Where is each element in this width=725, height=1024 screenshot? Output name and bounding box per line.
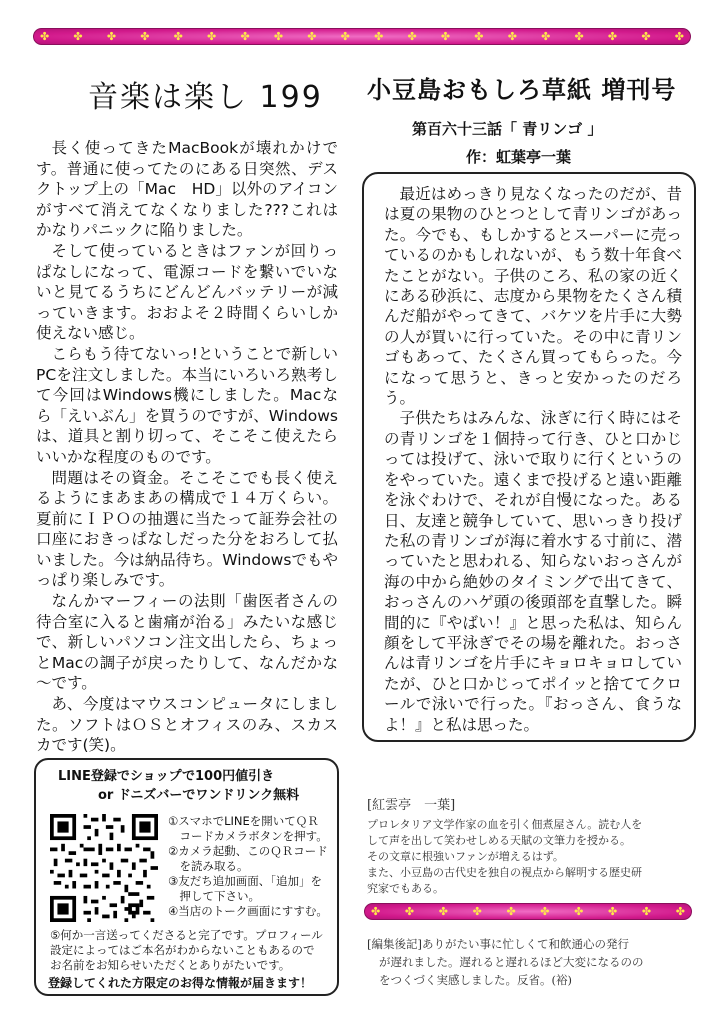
- paragraph: 問題はその資金。そこそこでも長く使えるようにまあまあの構成で１４万くらい。夏前にＩＰＯの抽選に当たって証券会社の口座におきっぱなしだった分をおろして払いました。今は納品待ち。Windowsでもやっぱり楽しみです。: [36, 468, 338, 590]
- postscript-label: [編集後記]: [367, 937, 422, 951]
- paragraph: 長く使ってきたMacBookが壊れかけです。普通に使ってたのにある日突然、デスクトップ上の「Mac HD」以外のアイコンがすべて消えてなくなりました???これはかなりパニックに陥りました。: [36, 139, 338, 240]
- ornament-icon: ✤: [371, 905, 381, 918]
- divider-banner: [364, 903, 692, 920]
- postscript-text: ありがたい事に忙しくて和飲通心の発行: [421, 937, 629, 951]
- line-note: ⑤何か一言送ってくださると完了です。プロフィール: [50, 928, 323, 942]
- series-title: 小豆島おもしろ草紙 増刊号: [367, 76, 677, 104]
- ornament-icon: ✤: [273, 30, 284, 43]
- column-title: 音楽は楽し 199: [88, 80, 323, 115]
- ornament-icon: ✤: [440, 30, 451, 43]
- profile-line: プロレタリア文学作家の血を引く佃煮屋さん。読む人を: [367, 818, 643, 831]
- paragraph: こらもう待てないっ!ということで新しいPCを注文しました。本当にいろいろ熟考して今回はWindows機にしました。Macなら「えいぶん」を買うのですが、Windowsは、道具と割り切って、そこそこ使えたらいいかな程度のものです。: [36, 344, 338, 466]
- story-paragraph: 子供たちはみんな、泳ぎに行く時にはその青リンゴを１個持って行き、ひと口かじっては投げて、泳いで取りに行くというのをやっていた。遠くまで投げると遠い距離を泳ぐわけで、それが自慢になった。ある日、友達と競争していて、思いっきり投げた私の青リンゴが海に着水する寸前に、潜っていたと思われる、知らないおっさんが海の中から絶妙のタイミングで出てきて、おっさんのハゲ頭の後頭部を直撃した。瞬間的に『やばい！』と思った私は、知らん顔をして平泳ぎでその場を離れた。おっさんは青リンゴを片手にキョロキョロしていたが、ひと口かじってポイッと捨ててクロールで泳いで行った。『おっさん、食うなよ！』と私は思った。: [384, 409, 682, 734]
- line-note: 設定によってはご本名がわからないこともあるので: [50, 943, 315, 957]
- profile-line: 究家でもある。: [367, 882, 444, 895]
- ornament-icon: ✤: [541, 30, 551, 43]
- profile-line: また、小豆島の古代史を独自の視点から解明する歴史研: [367, 866, 642, 879]
- story-body: [384, 184, 682, 735]
- paragraph: なんかマーフィーの法則「歯医者さんの待合室に入ると歯痛が治る」みたいな感じで、新しいパソコン注文出したら、ちょっとMacの調子が戻ったりして、なんだかな～です。: [36, 592, 338, 693]
- line-step: 押して下さい。: [168, 889, 260, 903]
- ornament-icon: ✤: [507, 30, 517, 43]
- ornament-icon: ✤: [404, 905, 415, 918]
- profile-line: その文章に根強いファンが増えるはず。: [367, 850, 564, 863]
- line-note: お名前をお知らせいただくとありがたいです。: [50, 958, 291, 972]
- line-qr-code[interactable]: [50, 814, 158, 922]
- line-step: ④当店のトーク画面にすすむ。: [168, 904, 328, 918]
- ornament-icon: ✤: [574, 30, 584, 43]
- line-heading-sub: or ドニズバーでワンドリンク無料: [98, 788, 300, 803]
- ornament-icon: ✤: [106, 30, 117, 43]
- ornament-icon: ✤: [140, 30, 150, 43]
- ornament-icon: ✤: [407, 30, 417, 43]
- line-step: ①スマホでLINEを開いてＱＲ: [168, 814, 319, 828]
- postscript-line: [367, 936, 629, 952]
- ornament-icon: ✤: [472, 905, 482, 918]
- ornament-icon: ✤: [474, 30, 484, 43]
- ornament-icon: ✤: [674, 30, 684, 43]
- ornament-icon: ✤: [574, 905, 584, 918]
- line-footer: 登録してくれた方限定のお得な情報が届きます！: [48, 976, 313, 990]
- ornament-icon: ✤: [73, 30, 83, 43]
- ornament-icon: ✤: [340, 30, 350, 43]
- ornament-icon: ✤: [641, 30, 651, 43]
- story-author: 作：虹葉亭一葉: [466, 148, 572, 166]
- ornament-icon: ✤: [40, 30, 50, 43]
- line-step: コードカメラボタンを押す。: [168, 829, 328, 843]
- ornament-icon: ✤: [540, 905, 550, 918]
- postscript-line: をつくづく実感しました。反省。(裕): [379, 973, 572, 987]
- ornament-icon: ✤: [307, 30, 317, 43]
- ornament-icon: ✤: [207, 30, 217, 43]
- line-registration-box: [34, 758, 339, 996]
- postscript-line: が遅れました。遅れると遅れるほど大変になるのの: [379, 955, 644, 969]
- top-banner: [33, 28, 691, 45]
- ornament-icon: ✤: [438, 905, 448, 918]
- column-body: [36, 138, 338, 756]
- ornament-icon: ✤: [608, 905, 618, 918]
- episode-title: 第百六十三話「 青リンゴ 」: [412, 120, 603, 138]
- story-paragraph: 最近はめっきり見なくなったのだが、昔は夏の果物のひとつとして青リンゴがあった。今でも、もしかするとスーパーに売っているのかもしれないが、もう数十年食べたことがない。子供のころ、私の家の近くにある砂浜に、志度から果物をたくさん積んだ船がやってきて、バケツを片手に大勢の人が買いに行っていた。その中に青リンゴもあって、たくさん買ってもらった。今になって思うと、きっと安かったのだろう。: [384, 185, 682, 408]
- line-step: ②カメラ起動、このＱＲコード: [168, 844, 328, 858]
- ornament-icon: ✤: [173, 30, 183, 43]
- profile-line: して声を出して笑わせしめる天賦の文筆力を授かる。: [367, 834, 631, 847]
- line-step: を読み取る。: [168, 859, 249, 873]
- ornament-icon: ✤: [240, 30, 250, 43]
- paragraph: あ、今度はマウスコンピュータにしました。ソフトはＯＳとオフィスのみ、スカスカです(笑)。: [36, 695, 338, 755]
- line-step: ③友だち追加画面、「追加」を: [168, 874, 323, 888]
- ornament-icon: ✤: [607, 30, 618, 43]
- ornament-icon: ✤: [675, 905, 685, 918]
- paragraph: そして使っているときはファンが回りっぱなしになって、電源コードを繋いでいないと見てるうちにどんどんバッテリーが減っていきます。おおよそ２時間くらいしか使えない感じ。: [36, 241, 338, 343]
- ornament-icon: ✤: [506, 905, 516, 918]
- profile-heading: [紅雲亭 一葉]: [367, 798, 456, 813]
- ornament-icon: ✤: [641, 905, 652, 918]
- ornament-icon: ✤: [374, 30, 384, 43]
- line-heading: LINE登録でショップで100円値引き: [58, 769, 275, 784]
